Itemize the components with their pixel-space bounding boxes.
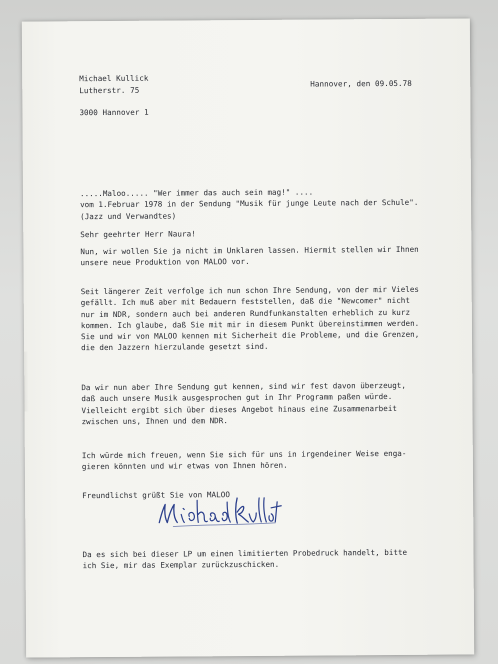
paragraph-line: Ich würde mich freuen, wenn Sie sich für uns in irgendeiner Weise enga- bbox=[81, 448, 407, 461]
paragraph-3 bbox=[81, 380, 406, 427]
postscript-line: Da es sich bei dieser LP um einen limitierten Probedruck handelt, bitte bbox=[82, 547, 408, 560]
paragraph-line: gieren könnten und wir etwas von Ihnen hören. bbox=[81, 461, 288, 472]
subject-line: .....Maloo..... "Wer immer das auch sein mag!" .... bbox=[79, 187, 314, 199]
paragraph-line: nur im NDR, sondern auch bei anderen Rundfunkanstalten erheblich zu kurz bbox=[80, 307, 411, 319]
letter-sheet bbox=[22, 18, 474, 657]
subject-line: (Jazz und Verwandtes) bbox=[80, 211, 177, 221]
postscript-line: ich Sie, mir das Exemplar zurückzuschicken. bbox=[82, 560, 280, 571]
paragraph-line: die den Jazzern hierzulande gesetzt sind. bbox=[81, 342, 269, 353]
paragraph-line: gefällt. Ich muß aber mit Bedauern feststellen, daß die "Newcomer" nicht bbox=[80, 296, 410, 308]
paragraph-2 bbox=[81, 284, 420, 354]
paragraph-line: kommen. Ich glaube, daß Sie mit mir in diesem Punkt übereinstimmen werden. bbox=[80, 318, 420, 331]
subject-line: vom 1.Februar 1978 in der Sendung "Musik für junge Leute nach der Schule". bbox=[80, 198, 419, 210]
paragraph-line: Sie und wir von MALOO kennen mit Sicherheit die Probleme, und die Grenzen, bbox=[80, 329, 420, 342]
sender-name: Michael Kullick bbox=[79, 73, 149, 84]
date-line: Hannover, den 09.05.78 bbox=[310, 78, 412, 89]
subject-block bbox=[80, 186, 419, 222]
paragraph-line: Da wir nun aber Ihre Sendung gut kennen, sind wir fest davon überzeugt, bbox=[81, 380, 406, 393]
paper-edge-shadow bbox=[24, 352, 28, 412]
paragraph-line: Vielleicht ergibt sich über dieses Angebot hinaus eine Zusammenarbeit bbox=[81, 403, 397, 415]
salutation: Sehr geehrter Herr Naura! bbox=[80, 229, 196, 240]
sender-street: Lutherstr. 75 bbox=[79, 85, 140, 96]
sender-city: 3000 Hannover 1 bbox=[79, 107, 149, 118]
paragraph-line: Seit längerer Zeit verfolge ich nun schon Ihre Sendung, von der mir Vieles bbox=[80, 284, 420, 297]
paragraph-line: zwischen uns, Ihnen und dem NDR. bbox=[81, 416, 228, 427]
paragraph-line: unsere neue Produktion von MALOO vor. bbox=[80, 257, 250, 268]
paragraph-1 bbox=[80, 244, 418, 269]
paragraph-line: daß auch unsere Musik ausgesprochen gut in Ihr Programm paßen würde. bbox=[81, 392, 393, 404]
handwritten-signature bbox=[153, 492, 283, 533]
closing: Freundlichst grüßt Sie von MALOO bbox=[82, 490, 231, 501]
postscript bbox=[82, 547, 407, 572]
paragraph-line: Nun, wir wollen Sie ja nicht im Unklaren lassen. Hiermit stellen wir Ihnen bbox=[80, 244, 419, 257]
paragraph-4 bbox=[82, 448, 407, 473]
